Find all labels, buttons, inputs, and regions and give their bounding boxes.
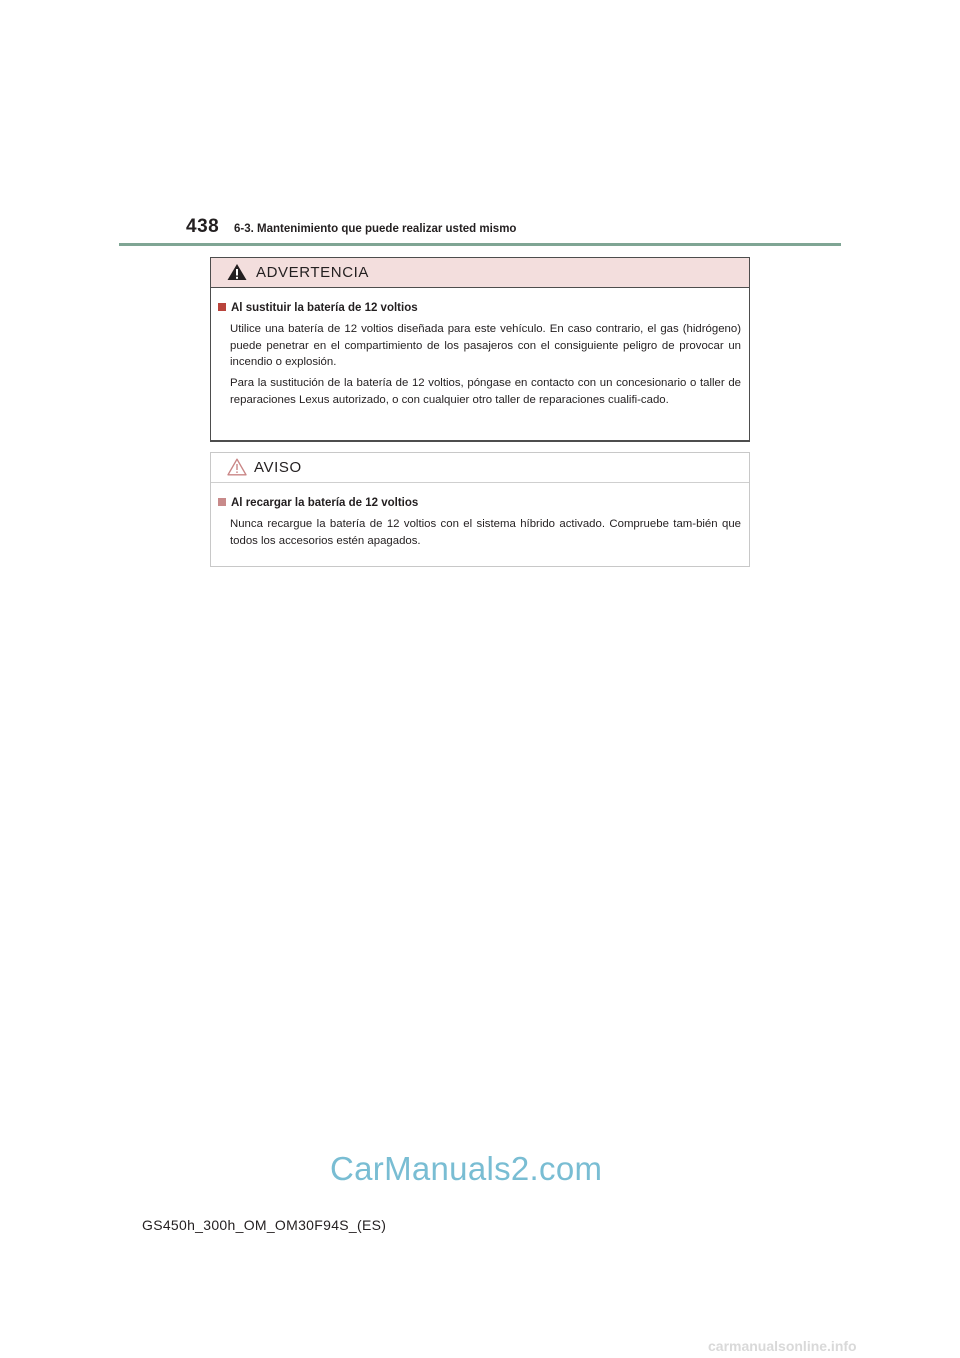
warning-paragraph: Para la sustitución de la batería de 12 voltios, póngase en contacto con un concesionario o taller de reparaciones Lexus autorizado, o con cualquier otro taller de reparaciones cualifi-cado. (230, 377, 741, 406)
site-credit: carmanualsonline.info (708, 1338, 857, 1354)
warning-box-header (211, 258, 749, 288)
caution-triangle-icon (227, 458, 247, 476)
notice-box-header (211, 453, 749, 483)
document-code: GS450h_300h_OM_OM30F94S_(ES) (142, 1217, 387, 1233)
warning-item-title: Al sustituir la batería de 12 voltios (218, 302, 418, 314)
notice-label: AVISO (254, 459, 302, 476)
header-rule (119, 243, 841, 246)
page-number: 438 (186, 216, 220, 237)
warning-box (210, 257, 750, 442)
notice-item-title: Al recargar la batería de 12 voltios (218, 497, 418, 509)
notice-paragraph: Nunca recargue la batería de 12 voltios con el sistema híbrido activado. Compruebe tam-bién que todos los accesorios estén apagados. (230, 518, 741, 547)
notice-box (210, 452, 750, 567)
bullet-square-icon (218, 498, 226, 506)
section-title: 6-3. Mantenimiento que puede realizar usted mismo (234, 223, 517, 235)
warning-paragraph: Utilice una batería de 12 voltios diseñada para este vehículo. En caso contrario, el gas (hidrógeno) puede penetrar en el compartimiento de los pasajeros con el consiguiente peligro de provocar un incendio o explosión. (230, 323, 741, 368)
warning-triangle-icon (227, 263, 247, 281)
watermark: CarManuals2.com (330, 1150, 603, 1187)
warning-label: ADVERTENCIA (256, 264, 370, 281)
page-header (186, 216, 846, 240)
bullet-square-icon (218, 303, 226, 311)
